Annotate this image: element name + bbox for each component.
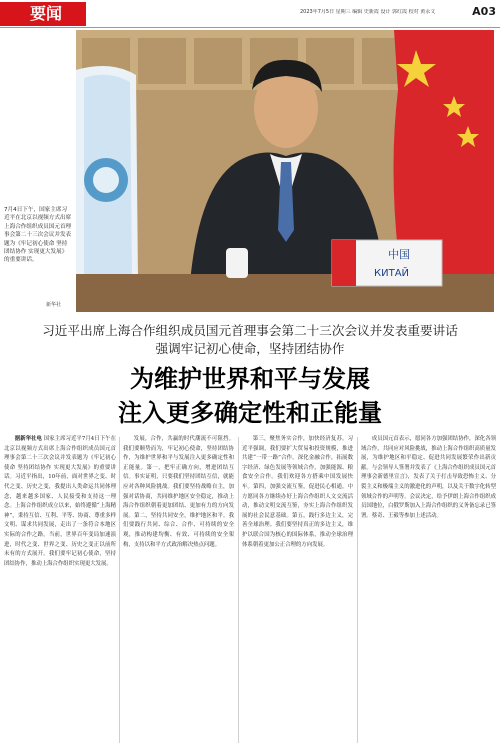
- subtitle: 强调牢记初心使命，坚持团结协作: [155, 341, 345, 356]
- dateline: 据新华社电: [14, 436, 43, 442]
- column-2-text: 发展，合作，共赢的时代潮流不可阻挡。我们要顺势而为，牢记初心使命，坚持团结协作，为维护世界和平与发展注入更多确定性和正能量。第一，把牢正确方向，增进团结互信。事实证明，只要我们坚持团结互信，就能应对各种风险挑战。我们要坚持战略自主，加强对话协商，共同维护地区安全稳定，推动上海合作组织朝着更加团结、更加有力的方向发展。第二，坚持共同安全，维护地区和平。我们要践行共同、综合、合作、可持续的安全观，推动构建均衡、有效、可持续的安全架构，支持以和平方式政治解决热点问题。: [123, 436, 234, 548]
- page-number: A03: [472, 5, 496, 18]
- photo-caption: 7月4日下午，国家主席习近平在北京以视频方式出席上海合作组织成员国元首理事会第二十三次会议并发表题为《牢记初心使命 坚持团结协作 实现更大发展》的重要讲话。: [4, 207, 72, 264]
- column-divider: [238, 437, 239, 743]
- main-headline-line2: 注入更多确定性和正能量: [118, 399, 382, 427]
- article-column-4: [361, 435, 496, 746]
- column-divider: [119, 437, 120, 743]
- article-column-1: [4, 435, 116, 746]
- masthead: [0, 0, 500, 28]
- column-1-text: 国家主席习近平7月4日下午在北京以视频方式出席上海合作组织成员国元首理事会第二十三次会议并发表题为《牢记初心使命 坚持团结协作 实现更大发展》的重要讲话。习近平指出，10年前，面对世界之变、时代之变、历史之变，我提出人类命运共同体理念，越来越多国家、人民接受和支持这一理念。上海合作组织成立以来，始终遵循“上海精神”，秉持互信、互利、平等、协商、尊重多样文明、谋求共同发展，走出了一条符合本地区实际的合作之路。当前，世界百年变局加速演进，时代之变、世界之变、历史之变正以前所未有的方式展开。我们要牢记初心使命，坚持团结协作，推动上海合作组织实现更大发展。: [4, 436, 116, 567]
- photo-illustration: [76, 30, 494, 312]
- column-4-text: 成员国元首表示，愿同各方加强团结协作，深化各领域合作，共同应对风险挑战，推动上海合作组织高质量发展，为维护地区和平稳定、促进共同发展繁荣作出新贡献。与会领导人签署并发表了《上海合作组织成员国元首理事会新德里宣言》，发表了关于打击导致恐怖主义、分裂主义和极端主义的激进化的声明，以及关于数字化转型领域合作的声明等。会议决定，给予伊朗上海合作组织成员国地位，白俄罗斯加入上海合作组织的义务备忘录已签署。蔡奇、王毅等参加上述活动。: [361, 436, 496, 519]
- column-divider: [357, 437, 358, 743]
- column-3-text: 第三，聚焦务实合作，加快经济复苏。习近平强调，我们要扩大贸易和投资规模，推进共建“一带一路”合作，深化金融合作，拓展数字经济、绿色发展等领域合作，加强能源、粮食安全合作。我们欢迎各方搭乘中国发展快车。第四，加强交流互鉴，促进民心相通。中方愿同各方继续办好上海合作组织人文交流活动，推动文明交流互鉴，夯实上海合作组织发展的社会民意基础。第五，践行多边主义，完善全球治理。我们要坚持真正的多边主义，维护以联合国为核心的国际体系，推动全球治理体系朝着更加公正合理的方向发展。: [242, 436, 353, 548]
- masthead-rule: [0, 27, 500, 28]
- photo-credit: 新华社: [46, 302, 62, 308]
- article-column-3: [242, 435, 353, 746]
- news-photo: [76, 30, 494, 312]
- nameplate-ru: КИТАЙ: [374, 268, 410, 279]
- main-headline-line1: 为维护世界和平与发展: [130, 365, 370, 393]
- issue-meta: 2023年7月5日 星期三 编辑 史新霞 设计 郭红霞 校对 黄永文: [300, 9, 436, 15]
- nameplate-zh: 中国: [388, 248, 410, 261]
- section-tag: 要闻: [0, 2, 86, 26]
- article-column-2: [123, 435, 234, 746]
- kicker-headline: 习近平出席上海合作组织成员国元首理事会第二十三次会议并发表重要讲话: [42, 323, 458, 338]
